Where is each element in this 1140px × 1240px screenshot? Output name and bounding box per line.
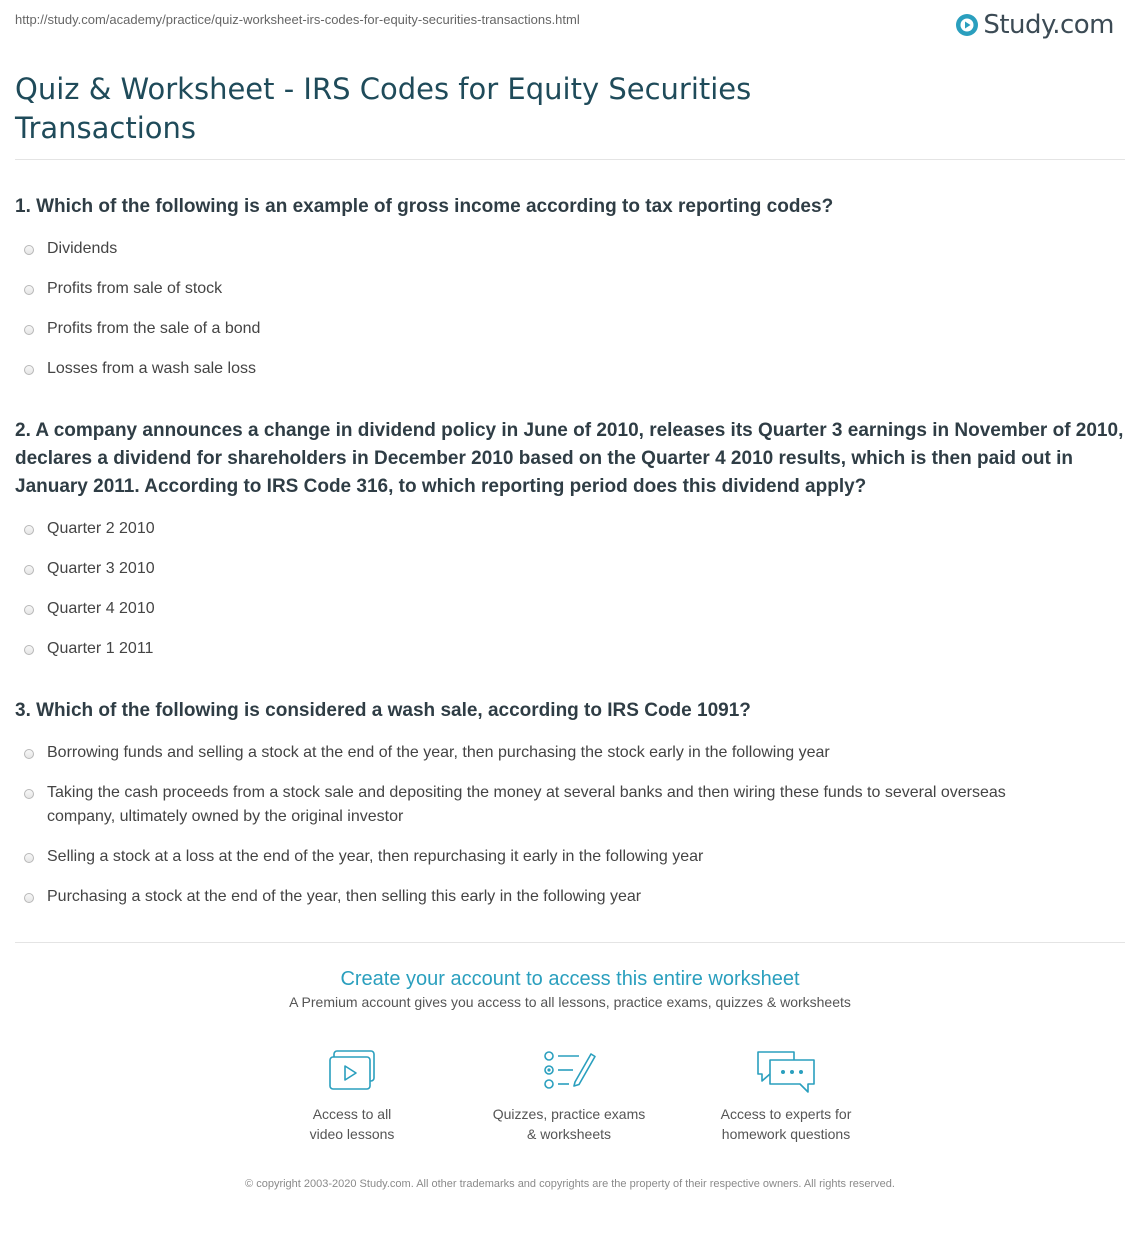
question-text: 2. A company announces a change in dividend policy in June of 2010, releases its Quarter 3 earnings in November of 2010, declares a dividend for shareholders in December 2010 based on the Quarter 4 2010 results, which is then paid out in January 2011. According to IRS Code 316, to which reporting period does this dividend apply?: [15, 420, 1124, 497]
copyright-notice: © copyright 2003-2020 Study.com. All other trademarks and copyrights are the property of their respective owners. All rights reserved.: [245, 1178, 895, 1190]
answer-label: Selling a stock at a loss at the end of the year, then repurchasing it early in the following year: [47, 848, 704, 865]
feature-label-line: & worksheets: [526, 1126, 612, 1142]
feature-video-lessons: [262, 1048, 442, 1144]
answer-label: Quarter 1 2011: [47, 640, 154, 657]
answer-option[interactable]: [15, 317, 1125, 341]
title-divider: [15, 159, 1125, 160]
answer-label: Dividends: [47, 240, 118, 257]
feature-label: [262, 1104, 442, 1144]
radio-button-icon[interactable]: [24, 645, 34, 655]
feature-label-line: video lessons: [309, 1126, 395, 1142]
feature-label-line: homework questions: [721, 1126, 851, 1142]
answer-option[interactable]: [15, 637, 1125, 661]
answer-option[interactable]: [15, 597, 1125, 621]
answer-label: Taking the cash proceeds from a stock sale and depositing the money at several banks and then wiring these funds to several overseas company, ultimately owned by the original investor: [47, 784, 1006, 825]
answer-options: [15, 517, 1125, 661]
page-url: http://study.com/academy/practice/quiz-worksheet-irs-codes-for-equity-securities-transactions.html: [15, 12, 580, 27]
play-logo-icon: [955, 13, 979, 37]
signup-callout: [0, 966, 1140, 1010]
answer-option[interactable]: [15, 781, 1075, 829]
answer-option[interactable]: [15, 741, 1075, 765]
question-3: [15, 697, 1125, 909]
answer-options: [15, 237, 1125, 381]
answer-option[interactable]: [15, 277, 1125, 301]
feature-label-line: Quizzes, practice exams: [492, 1106, 646, 1122]
content-divider: [15, 942, 1125, 943]
answer-option[interactable]: [15, 237, 1125, 261]
feature-label: [479, 1104, 659, 1144]
create-account-link[interactable]: Create your account to access this entire worksheet: [340, 968, 800, 990]
answer-option[interactable]: [15, 557, 1125, 581]
answer-label: Quarter 3 2010: [47, 560, 155, 577]
question-text: 1. Which of the following is an example of gross income according to tax reporting codes?: [15, 196, 834, 217]
radio-button-icon[interactable]: [24, 789, 34, 799]
answer-option[interactable]: [15, 845, 1075, 869]
answer-label: Borrowing funds and selling a stock at the end of the year, then purchasing the stock early in the following year: [47, 744, 830, 761]
radio-button-icon[interactable]: [24, 565, 34, 575]
radio-button-icon[interactable]: [24, 605, 34, 615]
radio-button-icon[interactable]: [24, 365, 34, 375]
answer-label: Losses from a wash sale loss: [47, 360, 256, 377]
page-title: Quiz & Worksheet - IRS Codes for Equity Securities Transactions: [15, 72, 752, 145]
answer-option[interactable]: [15, 517, 1125, 541]
answer-option[interactable]: [15, 357, 1125, 381]
feature-experts: [696, 1048, 876, 1144]
radio-button-icon[interactable]: [24, 285, 34, 295]
premium-description: A Premium account gives you access to all lessons, practice exams, quizzes & worksheets: [289, 994, 851, 1010]
radio-button-icon[interactable]: [24, 245, 34, 255]
radio-button-icon[interactable]: [24, 525, 34, 535]
radio-button-icon[interactable]: [24, 853, 34, 863]
answer-label: Purchasing a stock at the end of the year, then selling this early in the following year: [47, 888, 642, 905]
study-logo[interactable]: [955, 6, 1114, 44]
quiz-checklist-icon: [541, 1048, 597, 1094]
question-2: [15, 417, 1125, 661]
video-lessons-icon: [326, 1048, 378, 1094]
feature-label-line: Access to all: [312, 1106, 392, 1122]
radio-button-icon[interactable]: [24, 893, 34, 903]
logo-text: Study.com: [983, 10, 1114, 40]
feature-label-line: Access to experts for: [720, 1106, 852, 1122]
question-1: [15, 193, 1125, 381]
answer-options: [15, 741, 1075, 909]
radio-button-icon[interactable]: [24, 325, 34, 335]
answer-label: Quarter 2 2010: [47, 520, 155, 537]
answer-option[interactable]: [15, 885, 1075, 909]
chat-bubbles-icon: [754, 1048, 818, 1094]
radio-button-icon[interactable]: [24, 749, 34, 759]
feature-label: [696, 1104, 876, 1144]
answer-label: Profits from the sale of a bond: [47, 320, 261, 337]
feature-quizzes: [479, 1048, 659, 1144]
answer-label: Profits from sale of stock: [47, 280, 223, 297]
answer-label: Quarter 4 2010: [47, 600, 155, 617]
question-text: 3. Which of the following is considered a wash sale, according to IRS Code 1091?: [15, 700, 751, 721]
